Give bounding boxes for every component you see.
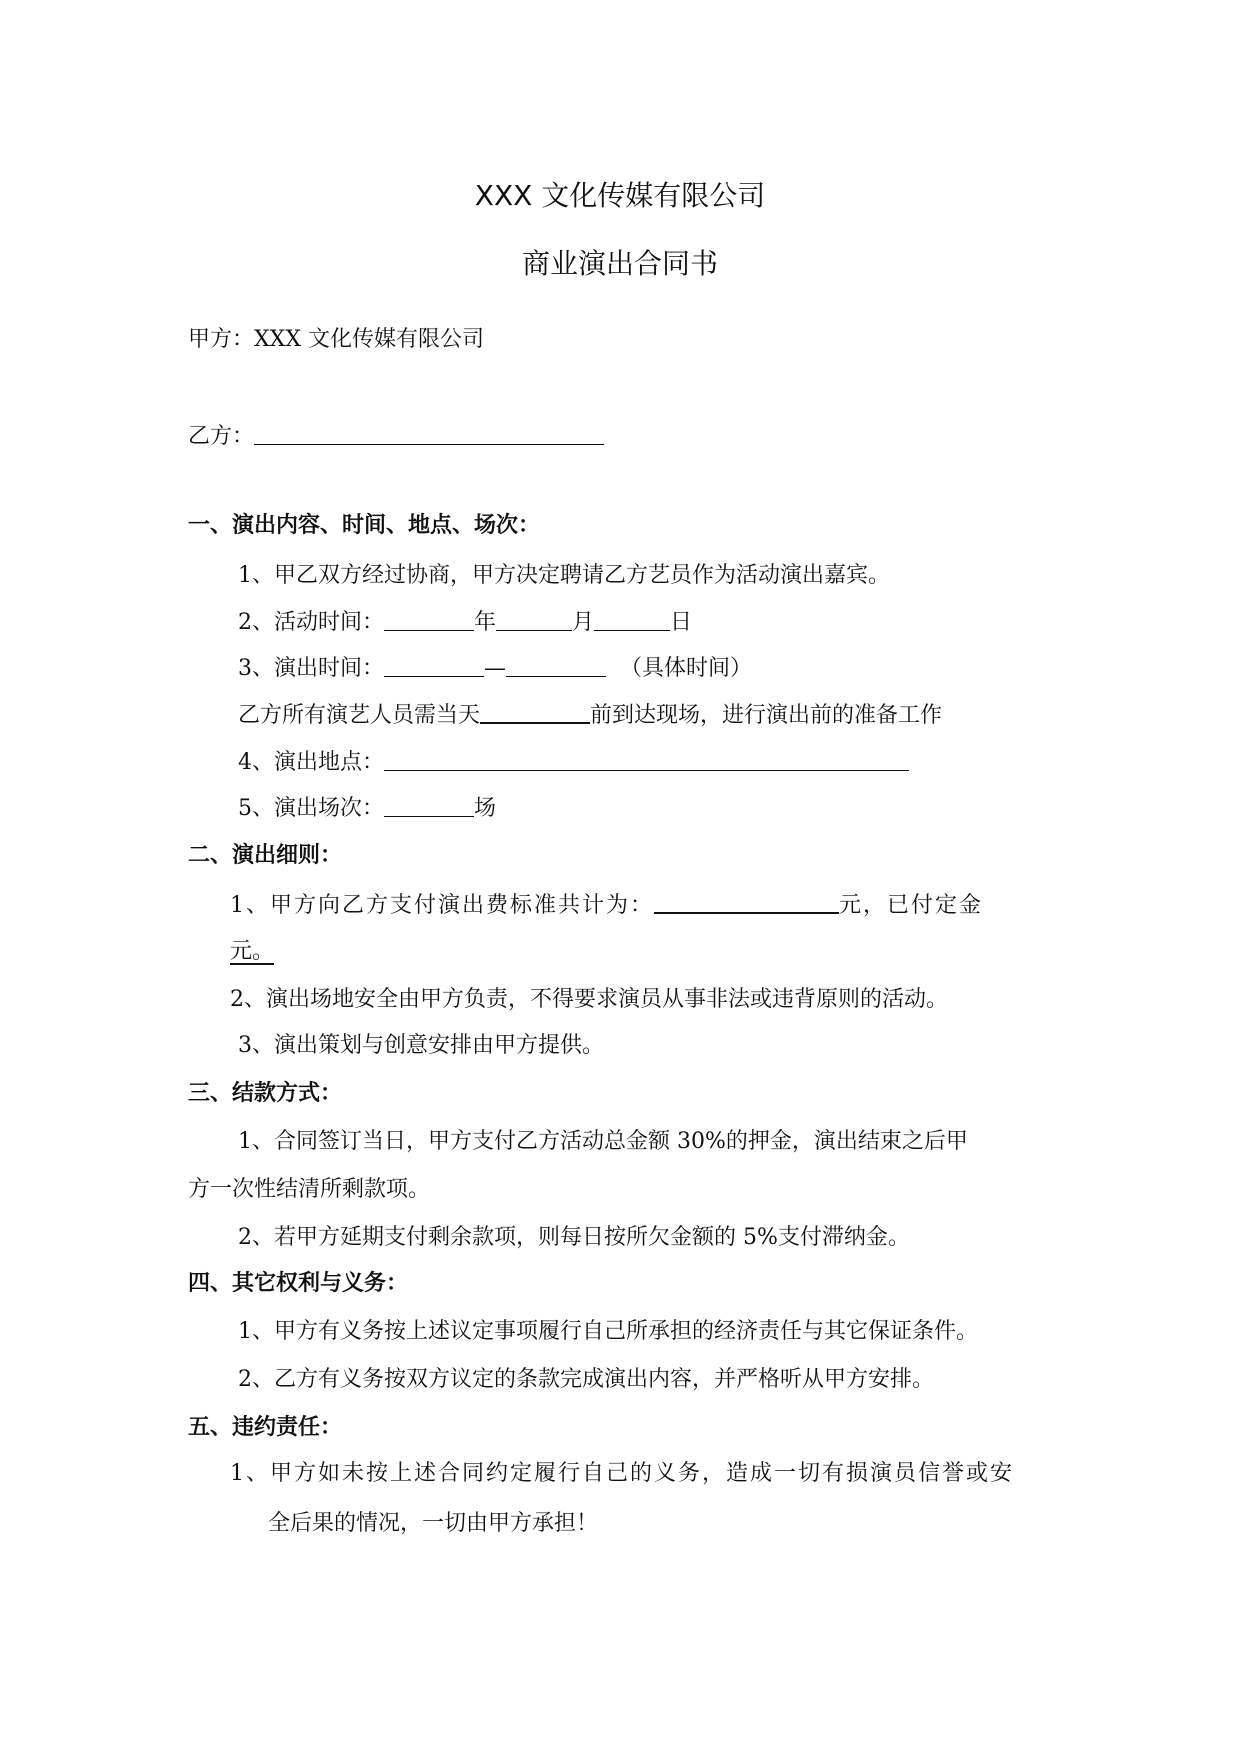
- company-title: XXX 文化传媒有限公司: [474, 179, 766, 212]
- section-2-item-1: [230, 888, 983, 922]
- deposit-unit: 元。: [230, 939, 275, 964]
- fee-suffix: 元，已付定金: [839, 893, 984, 918]
- section-4-item-1: 1、甲方有义务按上述议定事项履行自己所承担的经济责任与其它保证条件。: [238, 1319, 978, 1344]
- venue-blank[interactable]: [384, 746, 909, 771]
- sessions-blank[interactable]: [384, 792, 474, 817]
- activity-month-blank[interactable]: [496, 606, 572, 631]
- activity-date-label: 2、活动时间：: [238, 610, 384, 635]
- section-2-item-3: 3、演出策划与创意安排由甲方提供。: [238, 1033, 604, 1058]
- year-label: 年: [474, 610, 497, 635]
- month-label: 月: [572, 610, 595, 635]
- section-1-item-4: [238, 746, 909, 779]
- time-dash: —: [484, 656, 506, 681]
- section-1-item-2: [238, 606, 692, 639]
- section-5-item-1-line-2: 全后果的情况，一切由甲方承担！: [268, 1511, 599, 1536]
- section-5-item-1-line-1: 1、甲方如未按上述合同约定履行自己的义务，造成一切有损演员信誉或安: [230, 1461, 1014, 1486]
- deposit-continuation: [230, 936, 274, 968]
- section-3-item-2: 2、若甲方延期支付剩余款项，则每日按所欠金额的 5%支付滞纳金。: [238, 1225, 910, 1250]
- performance-time-label: 3、演出时间：: [238, 656, 384, 681]
- party-b-line: [188, 420, 604, 453]
- arrival-time-blank[interactable]: [480, 698, 590, 724]
- party-b-label: 乙方：: [188, 424, 255, 449]
- fee-prefix: 1、甲方向乙方支付演出费标准共计为：: [230, 893, 654, 918]
- section-4-heading: 四、其它权利与义务：: [188, 1271, 409, 1296]
- sessions-unit: 场: [474, 796, 497, 821]
- section-5-heading: 五、违约责任：: [188, 1415, 343, 1440]
- document-title: 商业演出合同书: [521, 247, 718, 280]
- arrival-prefix: 乙方所有演艺人员需当天: [238, 703, 481, 728]
- section-1-item-1: 1、甲乙双方经过协商，甲方决定聘请乙方艺员作为活动演出嘉宾。: [238, 563, 890, 588]
- section-1-item-5: [238, 792, 496, 825]
- performance-start-blank[interactable]: [384, 652, 484, 677]
- sessions-label: 5、演出场次：: [238, 796, 384, 821]
- arrival-line: [238, 698, 942, 732]
- time-note: （具体时间）: [620, 656, 753, 681]
- section-2-heading: 二、演出细则：: [188, 843, 343, 868]
- section-2-item-2: 2、演出场地安全由甲方负责，不得要求演员从事非法或违背原则的活动。: [230, 987, 948, 1012]
- activity-day-blank[interactable]: [594, 606, 670, 631]
- party-a-line: 甲方：XXX 文化传媒有限公司: [188, 327, 484, 352]
- day-label: 日: [670, 610, 693, 635]
- party-b-blank[interactable]: [254, 420, 604, 445]
- fee-amount-blank[interactable]: [654, 888, 839, 914]
- section-3-item-1-line-1: 1、合同签订当日，甲方支付乙方活动总金额 30%的押金，演出结束之后甲: [238, 1129, 968, 1154]
- venue-label: 4、演出地点：: [238, 750, 384, 775]
- section-3-item-1-line-2: 方一次性结清所剩款项。: [188, 1177, 431, 1202]
- section-3-heading: 三、结款方式：: [188, 1081, 343, 1106]
- performance-end-blank[interactable]: [506, 652, 606, 677]
- section-1-heading: 一、演出内容、时间、地点、场次：: [188, 513, 541, 538]
- section-4-item-2: 2、乙方有义务按双方议定的条款完成演出内容，并严格听从甲方安排。: [238, 1367, 934, 1392]
- section-1-item-3: [238, 652, 752, 685]
- activity-year-blank[interactable]: [384, 606, 474, 631]
- arrival-suffix: 前到达现场，进行演出前的准备工作: [590, 703, 943, 728]
